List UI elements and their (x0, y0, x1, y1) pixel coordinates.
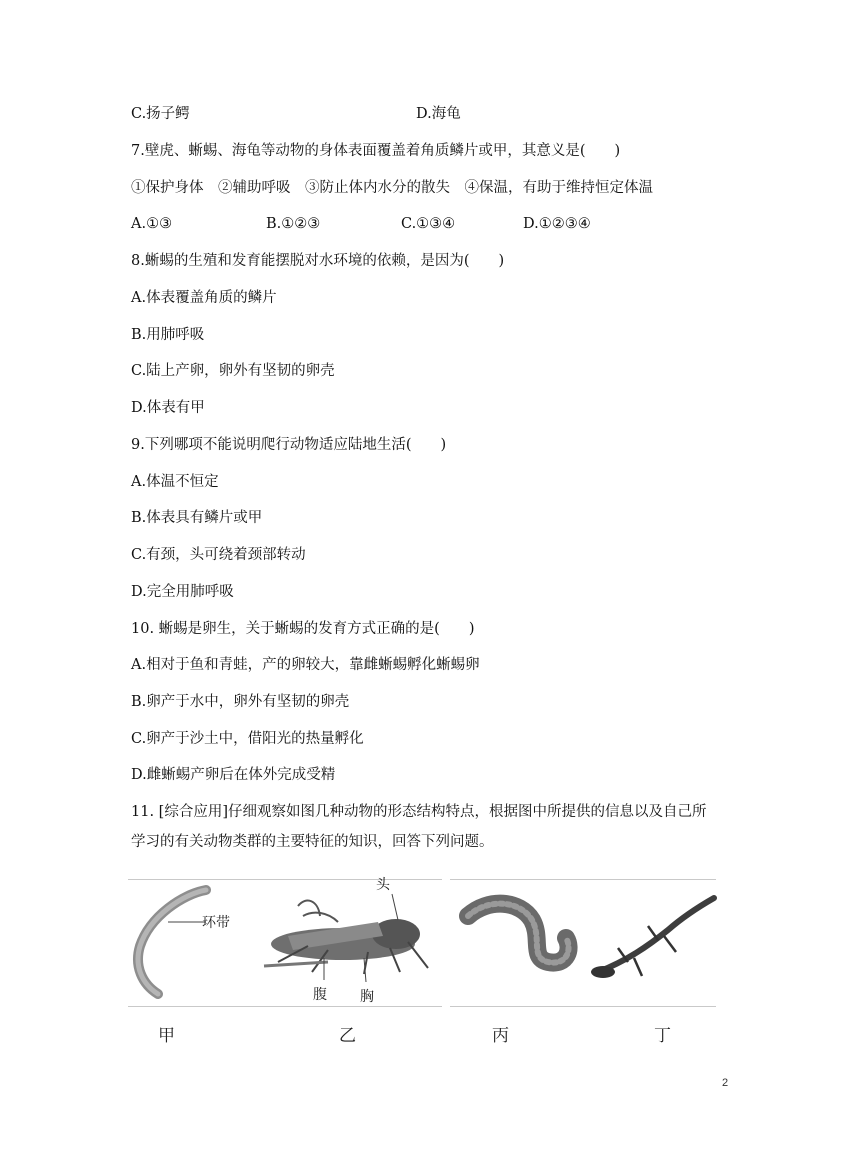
q8-option-b: B.用肺呼吸 (131, 327, 205, 343)
q9-option-b: B.体表具有鳞片或甲 (131, 510, 263, 526)
q7-option-c: C.①③④ (401, 216, 456, 232)
animal-drawings (128, 876, 718, 1046)
q10-option-d: D.雌蜥蜴产卵后在体外完成受精 (131, 767, 336, 783)
q9-option-d: D.完全用肺呼吸 (131, 584, 234, 600)
label-jia: 甲 (158, 1026, 175, 1046)
label-bing: 丙 (492, 1026, 509, 1046)
page-number: 2 (722, 1077, 729, 1089)
q9-stem: 9.下列哪项不能说明爬行动物适应陆地生活( ) (131, 437, 447, 453)
q8-option-c: C.陆上产卵，卵外有坚韧的卵壳 (131, 363, 335, 379)
q11-stem-line2: 学习的有关动物类群的主要特征的知识，回答下列问题。 (131, 834, 494, 850)
q6-option-d: D.海龟 (416, 106, 461, 122)
q9-option-c: C.有颈，头可绕着颈部转动 (131, 547, 306, 563)
q8-option-a: A.体表覆盖角质的鳞片 (131, 290, 277, 306)
animal-figure (128, 876, 718, 1046)
q7-option-b: B.①②③ (266, 216, 321, 232)
q10-option-c: C.卵产于沙土中，借阳光的热量孵化 (131, 731, 364, 747)
label-ding: 丁 (654, 1026, 671, 1046)
q10-option-a: A.相对于鱼和青蛙，产的卵较大，靠雌蜥蜴孵化蜥蜴卵 (131, 657, 480, 673)
annotation-abdomen: 腹 (313, 987, 327, 1003)
q9-option-a: A.体温不恒定 (131, 474, 219, 490)
annotation-head: 头 (376, 877, 390, 893)
label-yi: 乙 (339, 1026, 356, 1046)
annotation-clitellum: 环带 (202, 915, 230, 931)
reptile-bing-drawing (468, 904, 569, 963)
q7-option-d: D.①②③④ (523, 216, 591, 232)
q7-stem: 7.壁虎、蜥蜴、海龟等动物的身体表面覆盖着角质鳞片或甲，其意义是( ) (131, 143, 621, 159)
q6-option-c: C.扬子鳄 (131, 106, 190, 122)
q11-stem-line1: 11. [综合应用]仔细观察如图几种动物的形态结构特点，根据图中所提供的信息以及自己所 (131, 804, 707, 820)
q7-items: ①保护身体 ②辅助呼吸 ③防止体内水分的散失 ④保温，有助于维持恒定体温 (131, 180, 653, 196)
earthworm-drawing (138, 890, 206, 994)
annotation-thorax: 胸 (360, 989, 374, 1005)
grasshopper-drawing (264, 894, 428, 982)
lizard-ding-drawing (591, 898, 714, 978)
q8-option-d: D.体表有甲 (131, 400, 205, 416)
q10-option-b: B.卵产于水中，卵外有坚韧的卵壳 (131, 694, 350, 710)
q8-stem: 8.蜥蜴的生殖和发育能摆脱对水环境的依赖，是因为( ) (131, 253, 505, 269)
q7-option-a: A.①③ (131, 216, 173, 232)
q10-stem: 10. 蜥蜴是卵生，关于蜥蜴的发育方式正确的是( ) (131, 621, 475, 637)
